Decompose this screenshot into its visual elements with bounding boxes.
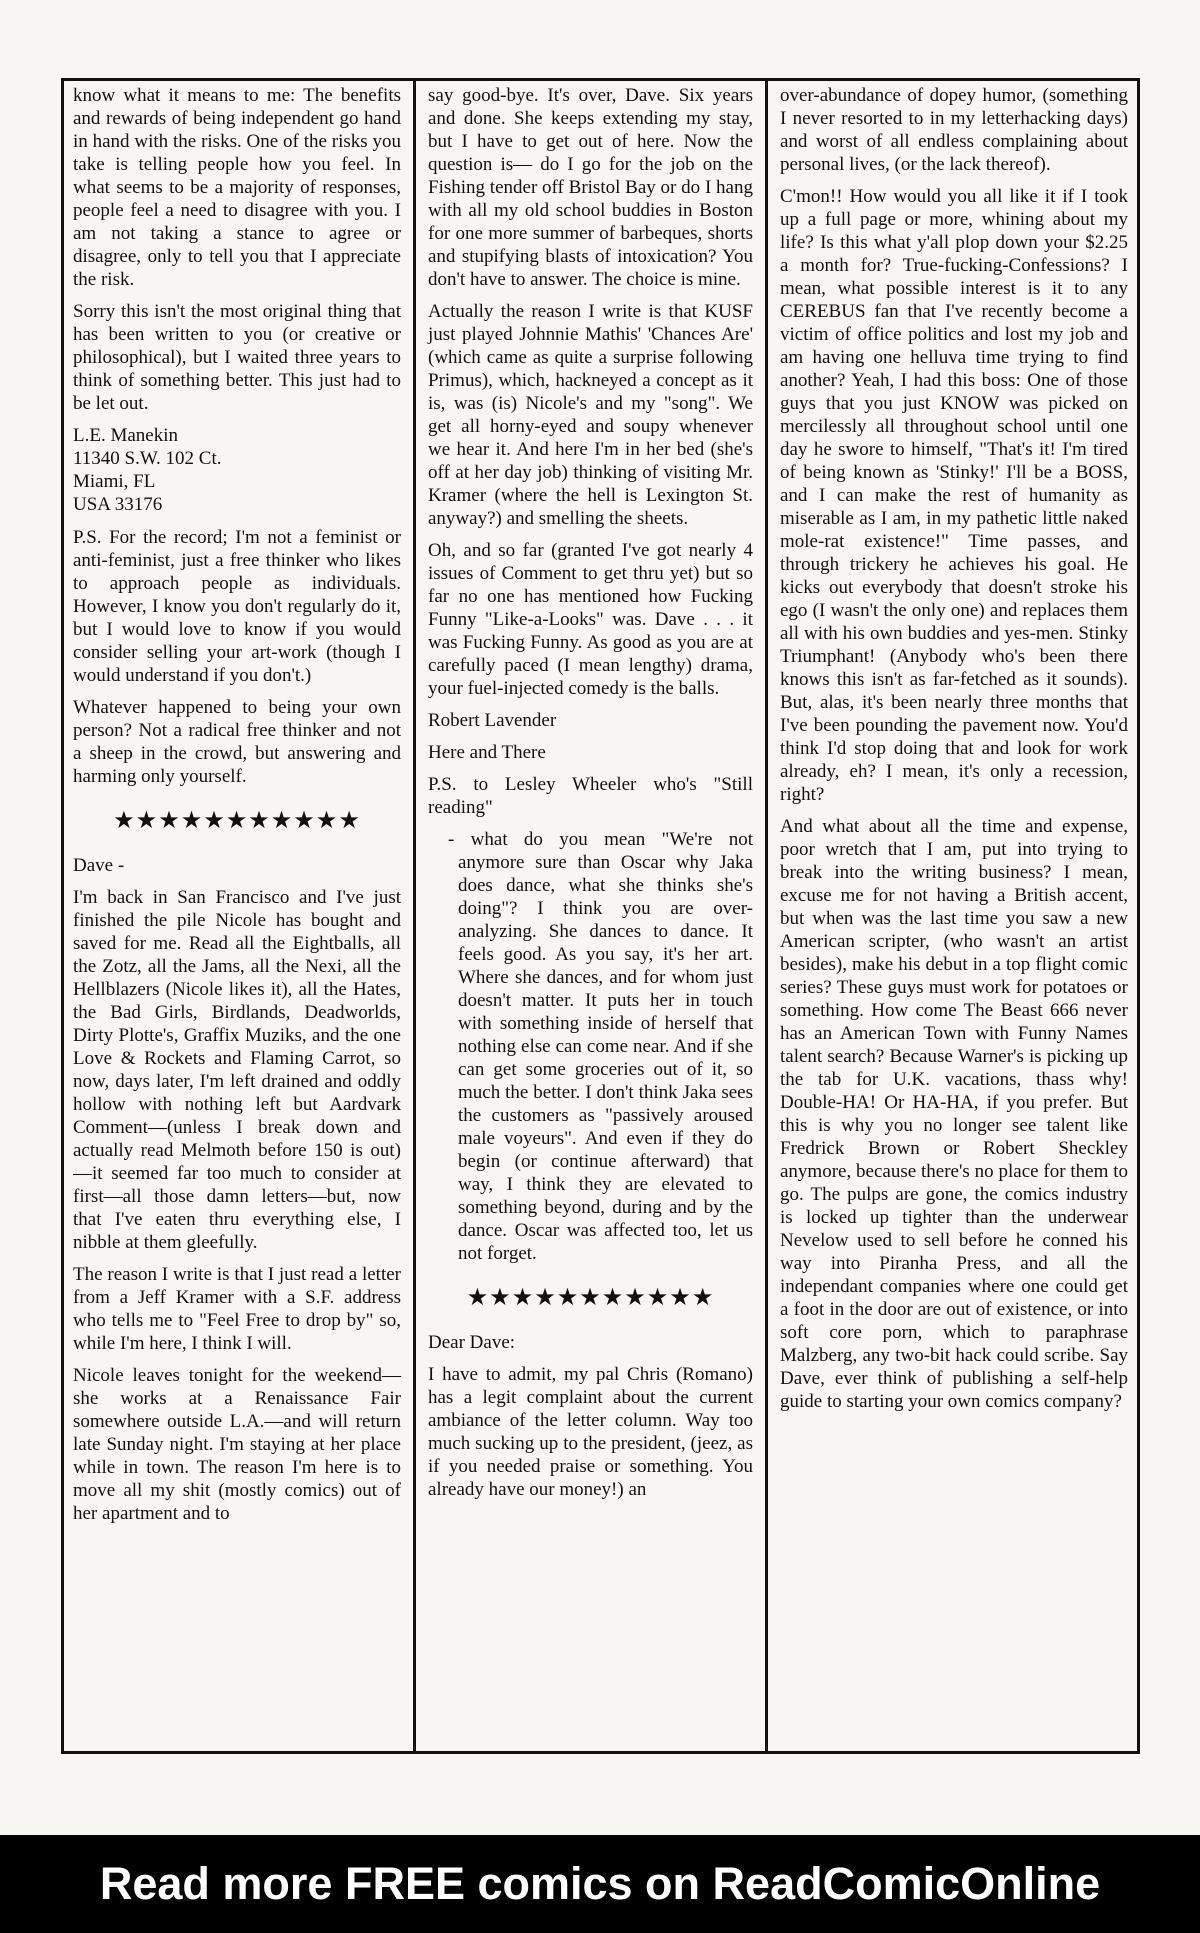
letter-paragraph: I'm back in San Francisco and I've just finished the pile Nicole has bought and saved for me. Read all the Eightballs, all the Zotz, all the Jams, all the Nexi, all the Hellblazers (Nicole likes it), all the Hates, the Bad Girls, Birdlands, Deadworlds, Dirty Plotte's, Graffix Muziks, and the one Love & Rockets and Flaming Carrot, so now, days later, I'm left drained and oddly hollow with nothing left but Aardvark Comment—(unless I break down and actually read Melmoth before 150 is out)—it seemed far too much to consider at first—all those damn letters—but, now that I've eaten thru everything else, I nibble at them gleefully.	[73, 887, 401, 1253]
star-divider: ★★★★★★★★★★★	[466, 1283, 715, 1311]
letter-greeting: Dear Dave:	[428, 1332, 516, 1353]
signature-location: Here and There	[428, 742, 546, 763]
letter-paragraph: Whatever happened to being your own person? Not a radical free thinker and not a sheep in the crowd, but answering and harming only yourself.	[73, 697, 401, 787]
address-line: Miami, FL	[73, 471, 156, 492]
postscript-heading: P.S. to Lesley Wheeler who's "Still reading"	[428, 774, 753, 818]
letter-paragraph: over-abundance of dopey humor, (something I never resorted to in my letterhacking days) and worst of all endless complaining about personal lives, (or the lack thereof).	[780, 85, 1128, 175]
letter-paragraph: I have to admit, my pal Chris (Romano) has a legit complaint about the current ambiance of the letter column. Way too much sucking up to the president, (jeez, as if you needed praise or something. You already have our money!) an	[428, 1364, 753, 1500]
promo-banner[interactable]: Read more FREE comics on ReadComicOnline	[0, 1835, 1200, 1933]
letter-paragraph: Actually the reason I write is that KUSF just played Johnnie Mathis' 'Chances Are' (which came as quite a surprise following Primus), which, hackneyed a concept as it is, was (is) Nicole's and my "song". We get all horny-eyed and soupy whenever we hear it. And here I'm in her bed (she's off at her day job) thinking of visiting Mr. Kramer (where the hell is Lexington St. anyway?) and smelling the sheets.	[428, 301, 753, 529]
letters-column-1	[61, 78, 413, 1754]
letter-paragraph: know what it means to me: The benefits and rewards of being independent go hand in hand with the risks. One of the risks you take is telling people how you feel. In what seems to be a majority of responses, people feel a need to disagree with you. I am not taking a stance to agree or disagree, only to tell you that I appreciate the risk.	[73, 85, 401, 290]
letters-column-2	[413, 78, 765, 1754]
address-line: 11340 S.W. 102 Ct.	[73, 448, 222, 469]
address-line: USA 33176	[73, 494, 163, 515]
signature-address	[73, 424, 401, 516]
letter-paragraph: And what about all the time and expense, poor wretch that I am, put into trying to break into the writing business? I mean, excuse me for not having a British accent, but when was the last time you saw a new American scripter, (who wasn't an artist besides), make his debut in a top flight comic series? These guys must work for potatoes or something. How come The Beast 666 never has an American Town with Funny Names talent search? Because Warner's is picking up the tab for U.K. vacations, thass why! Double-HA! Or HA-HA, if you prefer. But this is why you no longer see talent like Fredrick Brown or Robert Sheckley anymore, because there's no place for them to go. The pulps are gone, the comics industry is locked up tighter than the underwear Nevelow used to sell before he conned his way into Piranha Press, and all the independant companies where one could get a foot in the door are out of existence, or into soft core porn, which to paraphrase Malzberg, any two-bit hack could scribe. Say Dave, ever think of publishing a self-help guide to starting your own comics company?	[780, 816, 1128, 1412]
letter-greeting: Dave -	[73, 855, 125, 876]
star-divider: ★★★★★★★★★★★	[113, 806, 361, 834]
letter-paragraph: C'mon!! How would you all like it if I took up a full page or more, whining about my life? Is this what y'all plop down your $2.25 a month for? True-fucking-Confessions? I mean, what possible interest is it to any CEREBUS fan that I've recently become a victim of office politics and lost my job and am having one helluva time trying to find another? Yeah, I had this boss: One of those guys that you just KNOW was picked on mercilessly all throughout school until one day he swore to himself, "That's it! I'm tired of being known as 'Stinky!' I'll be a BOSS, and I can make the rest of humanity as miserable as I am, in my pathetic little naked mole-rat existence!" Time passes, and through trickery he achieves his goal. He kicks out everybody that doesn't stroke his ego (I wasn't the only one) and replaces them all with his own buddies and yes-men. Stinky Triumphant! (Anybody who's been there knows this isn't as far-fetched as it sounds). But, alas, it's been nearly three months that I've been pounding the pavement now. You'd think I'd stop doing that and look for work already, eh? I mean, it's only a recession, right?	[780, 186, 1128, 805]
signature-name: L.E. Manekin	[73, 425, 179, 446]
letter-paragraph: - what do you mean "We're not anymore sure than Oscar why Jaka does dance, what she thinks she's doing"? I think you are over-analyzing. She dances to dance. It feels good. As you say, it's her art. Where she dances, and for whom just doesn't matter. It puts her in touch with something inside of herself that nothing else can come near. And if she can get some groceries out of it, so much the better. I don't think Jaka sees the customers as "passively aroused male voyeurs". And even if they do begin (or continue afterward) that way, I think they are elevated to something beyond, during and by the dance. Oscar was affected too, let us not forget.	[448, 829, 753, 1264]
signature-name: Robert Lavender	[428, 710, 557, 731]
letter-paragraph: Sorry this isn't the most original thing that has been written to you (or creative or philosophical), but I waited three years to think of something better. This just had to be let out.	[73, 301, 401, 414]
letter-paragraph: Oh, and so far (granted I've got nearly 4 issues of Comment to get thru yet) but so far no one has mentioned how Fucking Funny "Like-a-Looks" was. Dave . . . it was Fucking Funny. As good as you are at carefully paced (I mean lengthy) drama, your fuel-injected comedy is the balls.	[428, 540, 753, 699]
letter-paragraph: say good-bye. It's over, Dave. Six years and done. She keeps extending my stay, but I have to get out of here. Now the question is— do I go for the job on the Fishing tender off Bristol Bay or do I hang with all my old school buddies in Boston for one more summer of barbeques, shorts and stupifying blasts of intoxication? You don't have to answer. The choice is mine.	[428, 85, 753, 290]
letters-column-3	[765, 78, 1140, 1754]
letter-paragraph: Nicole leaves tonight for the weekend—she works at a Renaissance Fair somewhere outside L.A.—and will return late Sunday night. I'm staying at her place while in town. The reason I'm here is to move all my shit (mostly comics) out of her apartment and to	[73, 1365, 401, 1524]
letter-paragraph: P.S. For the record; I'm not a feminist or anti-feminist, just a free thinker who likes to approach people as individuals. However, I know you don't regularly do it, but I would love to know if you would consider selling your art-work (though I would understand if you don't.)	[73, 527, 401, 686]
letter-paragraph: The reason I write is that I just read a letter from a Jeff Kramer with a S.F. address who tells me to "Feel Free to drop by" so, while I'm here, I think I will.	[73, 1264, 401, 1354]
